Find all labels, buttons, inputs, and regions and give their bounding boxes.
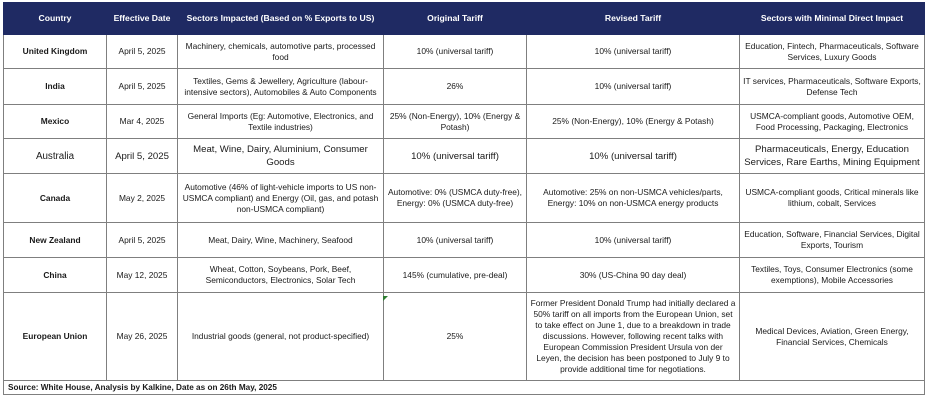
comment-marker-icon (383, 296, 388, 301)
cell-effective-date: May 2, 2025 (107, 174, 178, 223)
cell-original-tariff: 26% (384, 69, 527, 105)
cell-revised-tariff: Automotive: 25% on non-USMCA vehicles/parts, Energy: 10% on non-USMCA energy products (527, 174, 740, 223)
cell-country: China (4, 258, 107, 293)
header-original-tariff: Original Tariff (384, 3, 527, 35)
cell-minimal-impact: Education, Fintech, Pharmaceuticals, Software Services, Luxury Goods (740, 35, 925, 69)
cell-country: Australia (4, 139, 107, 174)
cell-country: Canada (4, 174, 107, 223)
cell-revised-tariff: 25% (Non-Energy), 10% (Energy & Potash) (527, 105, 740, 139)
cell-effective-date: Mar 4, 2025 (107, 105, 178, 139)
cell-effective-date: May 26, 2025 (107, 293, 178, 381)
cell-minimal-impact: USMCA-compliant goods, Critical minerals like lithium, cobalt, Services (740, 174, 925, 223)
tariff-table (3, 2, 925, 395)
source-row (4, 381, 925, 395)
cell-minimal-impact: USMCA-compliant goods, Automotive OEM, Food Processing, Packaging, Electronics (740, 105, 925, 139)
tariff-table-container (3, 2, 924, 395)
table-row (4, 35, 925, 69)
cell-revised-tariff: 10% (universal tariff) (527, 223, 740, 258)
table-row (4, 293, 925, 381)
cell-sectors-impacted: Wheat, Cotton, Soybeans, Pork, Beef, Semiconductors, Electronics, Solar Tech (178, 258, 384, 293)
table-row (4, 223, 925, 258)
table-row (4, 174, 925, 223)
cell-effective-date: April 5, 2025 (107, 223, 178, 258)
cell-revised-tariff: 10% (universal tariff) (527, 35, 740, 69)
table-row (4, 105, 925, 139)
cell-country: Mexico (4, 105, 107, 139)
cell-country: India (4, 69, 107, 105)
cell-revised-tariff: 30% (US-China 90 day deal) (527, 258, 740, 293)
cell-minimal-impact: IT services, Pharmaceuticals, Software Exports, Defense Tech (740, 69, 925, 105)
table-row (4, 139, 925, 174)
cell-original-tariff: 145% (cumulative, pre-deal) (384, 258, 527, 293)
cell-sectors-impacted: Automotive (46% of light-vehicle imports to US non-USMCA compliant) and Energy (Oil, gas, and potash non-USMCA compliant) (178, 174, 384, 223)
cell-country: New Zealand (4, 223, 107, 258)
table-row (4, 69, 925, 105)
cell-sectors-impacted: General Imports (Eg: Automotive, Electronics, and Textile industries) (178, 105, 384, 139)
cell-minimal-impact: Pharmaceuticals, Energy, Education Services, Rare Earths, Mining Equipment (740, 139, 925, 174)
cell-original-tariff: 10% (universal tariff) (384, 223, 527, 258)
cell-revised-tariff: Former President Donald Trump had initially declared a 50% tariff on all imports from the European Union, set to take effect on June 1, due to a breakdown in trade discussions. However, following recent talks with European Commission President Ursula von der Leyen, the decision has been postponed to July 9 to provide additional time for negotiations. (527, 293, 740, 381)
cell-minimal-impact: Textiles, Toys, Consumer Electronics (some exemptions), Mobile Accessories (740, 258, 925, 293)
cell-revised-tariff: 10% (universal tariff) (527, 69, 740, 105)
header-sectors-impacted: Sectors Impacted (Based on % Exports to US) (178, 3, 384, 35)
cell-effective-date: April 5, 2025 (107, 35, 178, 69)
table-row (4, 258, 925, 293)
cell-minimal-impact: Medical Devices, Aviation, Green Energy, Financial Services, Chemicals (740, 293, 925, 381)
cell-sectors-impacted: Meat, Wine, Dairy, Aluminium, Consumer Goods (178, 139, 384, 174)
header-effective-date: Effective Date (107, 3, 178, 35)
cell-original-tariff: 10% (universal tariff) (384, 139, 527, 174)
cell-original-tariff: 10% (universal tariff) (384, 35, 527, 69)
header-minimal-impact: Sectors with Minimal Direct Impact (740, 3, 925, 35)
cell-minimal-impact: Education, Software, Financial Services, Digital Exports, Tourism (740, 223, 925, 258)
cell-original-tariff: 25% (384, 293, 527, 381)
header-revised-tariff: Revised Tariff (527, 3, 740, 35)
cell-sectors-impacted: Industrial goods (general, not product-specified) (178, 293, 384, 381)
cell-country: European Union (4, 293, 107, 381)
cell-revised-tariff: 10% (universal tariff) (527, 139, 740, 174)
cell-country: United Kingdom (4, 35, 107, 69)
cell-original-tariff: 25% (Non-Energy), 10% (Energy & Potash) (384, 105, 527, 139)
cell-original-tariff: Automotive: 0% (USMCA duty-free), Energy: 0% (USMCA duty-free) (384, 174, 527, 223)
source-note: Source: White House, Analysis by Kalkine, Date as on 26th May, 2025 (4, 381, 925, 395)
cell-effective-date: April 5, 2025 (107, 69, 178, 105)
cell-sectors-impacted: Machinery, chemicals, automotive parts, processed food (178, 35, 384, 69)
header-country: Country (4, 3, 107, 35)
cell-effective-date: May 12, 2025 (107, 258, 178, 293)
cell-sectors-impacted: Meat, Dairy, Wine, Machinery, Seafood (178, 223, 384, 258)
cell-sectors-impacted: Textiles, Gems & Jewellery, Agriculture (labour-intensive sectors), Automobiles & Auto Components (178, 69, 384, 105)
header-row (4, 3, 925, 35)
cell-effective-date: April 5, 2025 (107, 139, 178, 174)
